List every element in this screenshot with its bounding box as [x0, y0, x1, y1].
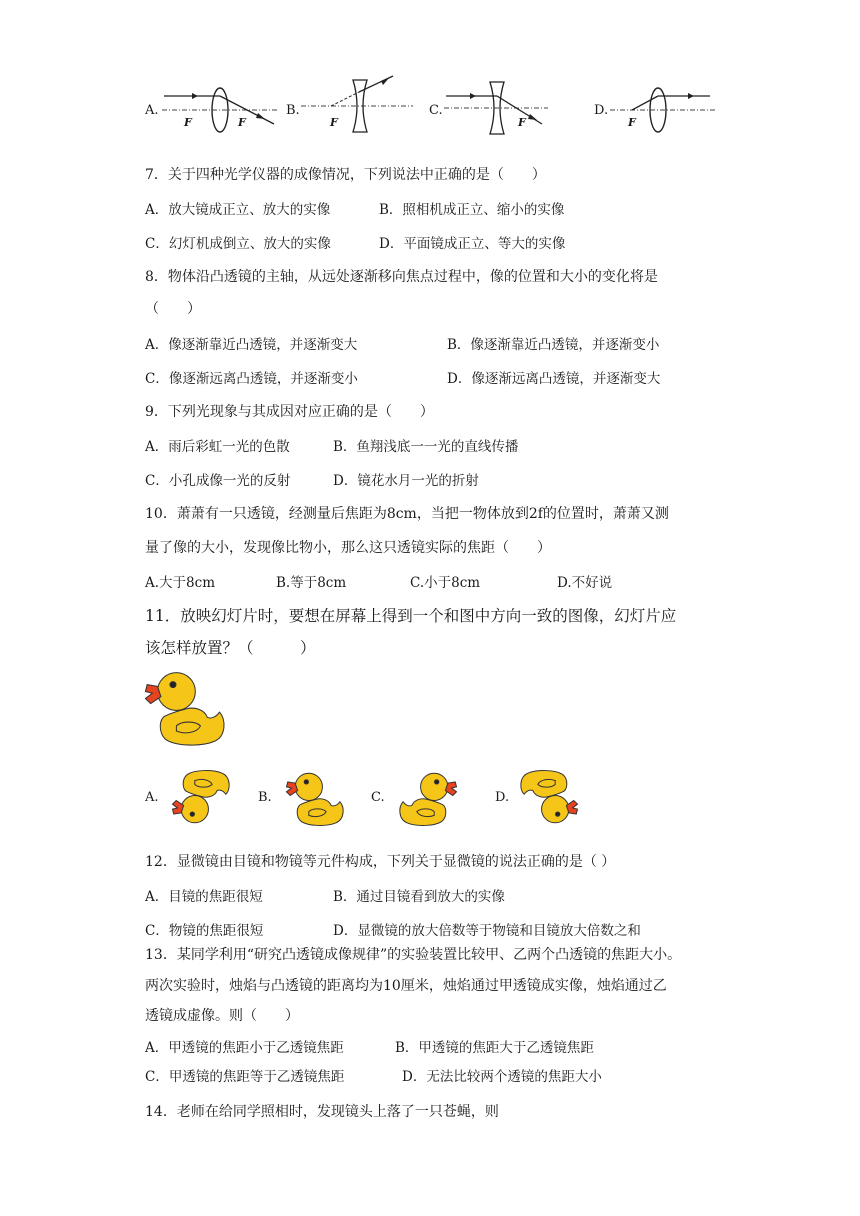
q8-option-d[interactable]: D．像逐渐远离凸透镜，并逐渐变大	[447, 371, 661, 387]
q11-reference-duck-image	[142, 662, 228, 752]
q11-option-c-duck-image[interactable]	[397, 765, 459, 831]
q9-stem: 9．下列光现象与其成因对应正确的是（ ）	[145, 404, 434, 420]
q6-option-d-label[interactable]: D.	[594, 103, 609, 118]
q13-option-b[interactable]: B．甲透镜的焦距大于乙透镜焦距	[395, 1040, 594, 1056]
q13-stem-line3: 透镜成虚像。则（ ）	[145, 1008, 299, 1024]
q12-option-d[interactable]: D．显微镜的放大倍数等于物镜和目镜放大倍数之和	[333, 923, 641, 939]
q6-option-b-label[interactable]: B.	[286, 103, 300, 118]
q13-option-a[interactable]: A．甲透镜的焦距小于乙透镜焦距	[145, 1040, 344, 1056]
q8-stem-line1: 8．物体沿凸透镜的主轴，从远处逐渐移向焦点过程中，像的位置和大小的变化将是	[145, 269, 658, 285]
q6-option-c-diagram[interactable]	[444, 78, 554, 138]
q6-a-focus-right: F	[238, 116, 246, 129]
q13-option-c[interactable]: C．甲透镜的焦距等于乙透镜焦距	[145, 1069, 345, 1085]
q10-option-a[interactable]: A.大于8cm	[145, 575, 215, 591]
q8-stem-line2: （ ）	[145, 301, 201, 317]
q13-stem-line1: 13．某同学利用“研究凸透镜成像规律”的实验装置比较甲、乙两个凸透镜的焦距大小。	[145, 947, 682, 963]
q13-stem-line2: 两次实验时，烛焰与凸透镜的距离均为10厘米，烛焰通过甲透镜成实像，烛焰通过乙	[145, 978, 667, 994]
q6-option-a-label[interactable]: A.	[145, 103, 159, 118]
q14-stem: 14．老师在给同学照相时，发现镜头上落了一只苍蝇，则	[145, 1104, 499, 1120]
q11-option-b-duck-image[interactable]	[284, 765, 346, 831]
q10-stem-line1: 10．萧萧有一只透镜，经测量后焦距为8cm，当把一物体放到2f的位置时，萧萧又测	[145, 506, 669, 522]
q13-option-d[interactable]: D．无法比较两个透镜的焦距大小	[402, 1069, 602, 1085]
q12-option-b[interactable]: B．通过目镜看到放大的实像	[333, 889, 505, 905]
q9-option-d[interactable]: D．镜花水月一光的折射	[333, 473, 479, 489]
q8-option-c[interactable]: C．像逐渐远离凸透镜，并逐渐变小	[145, 371, 358, 387]
q10-option-d[interactable]: D.不好说	[557, 575, 613, 591]
q11-option-d-duck-image[interactable]	[518, 765, 580, 831]
q6-d-focus-left: F	[628, 116, 636, 129]
q12-option-a[interactable]: A．目镜的焦距很短	[145, 889, 263, 905]
q10-stem-line2: 量了像的大小，发现像比物小，那么这只透镜实际的焦距（ ）	[145, 540, 551, 556]
q7-stem: 7．关于四种光学仪器的成像情况，下列说法中正确的是（ ）	[145, 167, 546, 183]
q6-option-b-diagram[interactable]	[301, 74, 416, 134]
q11-option-b-label[interactable]: B.	[258, 790, 272, 805]
q7-option-d[interactable]: D．平面镜成正立、等大的实像	[379, 236, 566, 252]
q6-option-c-label[interactable]: C.	[429, 103, 443, 118]
q10-option-b[interactable]: B.等于8cm	[276, 575, 347, 591]
q8-option-a[interactable]: A．像逐渐靠近凸透镜，并逐渐变大	[145, 337, 358, 353]
q7-option-c[interactable]: C．幻灯机成倒立、放大的实像	[145, 236, 331, 252]
q11-option-a-duck-image[interactable]	[170, 765, 232, 831]
q11-option-c-label[interactable]: C.	[371, 790, 385, 805]
q11-option-a-label[interactable]: A.	[145, 790, 159, 805]
q9-option-c[interactable]: C．小孔成像一光的反射	[145, 473, 291, 489]
q11-stem-line2: 该怎样放置？（ ）	[145, 639, 316, 657]
q7-option-a[interactable]: A．放大镜成正立、放大的实像	[145, 202, 331, 218]
q11-option-d-label[interactable]: D.	[495, 790, 510, 805]
q6-b-focus-left: F	[330, 116, 338, 129]
q9-option-b[interactable]: B．鱼翔浅底一一光的直线传播	[333, 439, 519, 455]
q12-stem: 12．显微镜由目镜和物镜等元件构成，下列关于显微镜的说法正确的是（ ）	[145, 854, 616, 870]
q8-option-b[interactable]: B．像逐渐靠近凸透镜，并逐渐变小	[447, 337, 660, 353]
q6-option-d-diagram[interactable]	[610, 84, 720, 134]
q9-option-a[interactable]: A．雨后彩虹一光的色散	[145, 439, 290, 455]
q11-stem-line1: 11．放映幻灯片时，要想在屏幕上得到一个和图中方向一致的图像，幻灯片应	[145, 607, 677, 625]
q7-option-b[interactable]: B．照相机成正立、缩小的实像	[379, 202, 565, 218]
q6-a-focus-left: F	[184, 116, 192, 129]
q12-option-c[interactable]: C．物镜的焦距很短	[145, 923, 264, 939]
q10-option-c[interactable]: C.小于8cm	[410, 575, 481, 591]
q6-c-focus-left: F	[518, 116, 526, 129]
q6-option-a-diagram[interactable]	[162, 84, 282, 134]
